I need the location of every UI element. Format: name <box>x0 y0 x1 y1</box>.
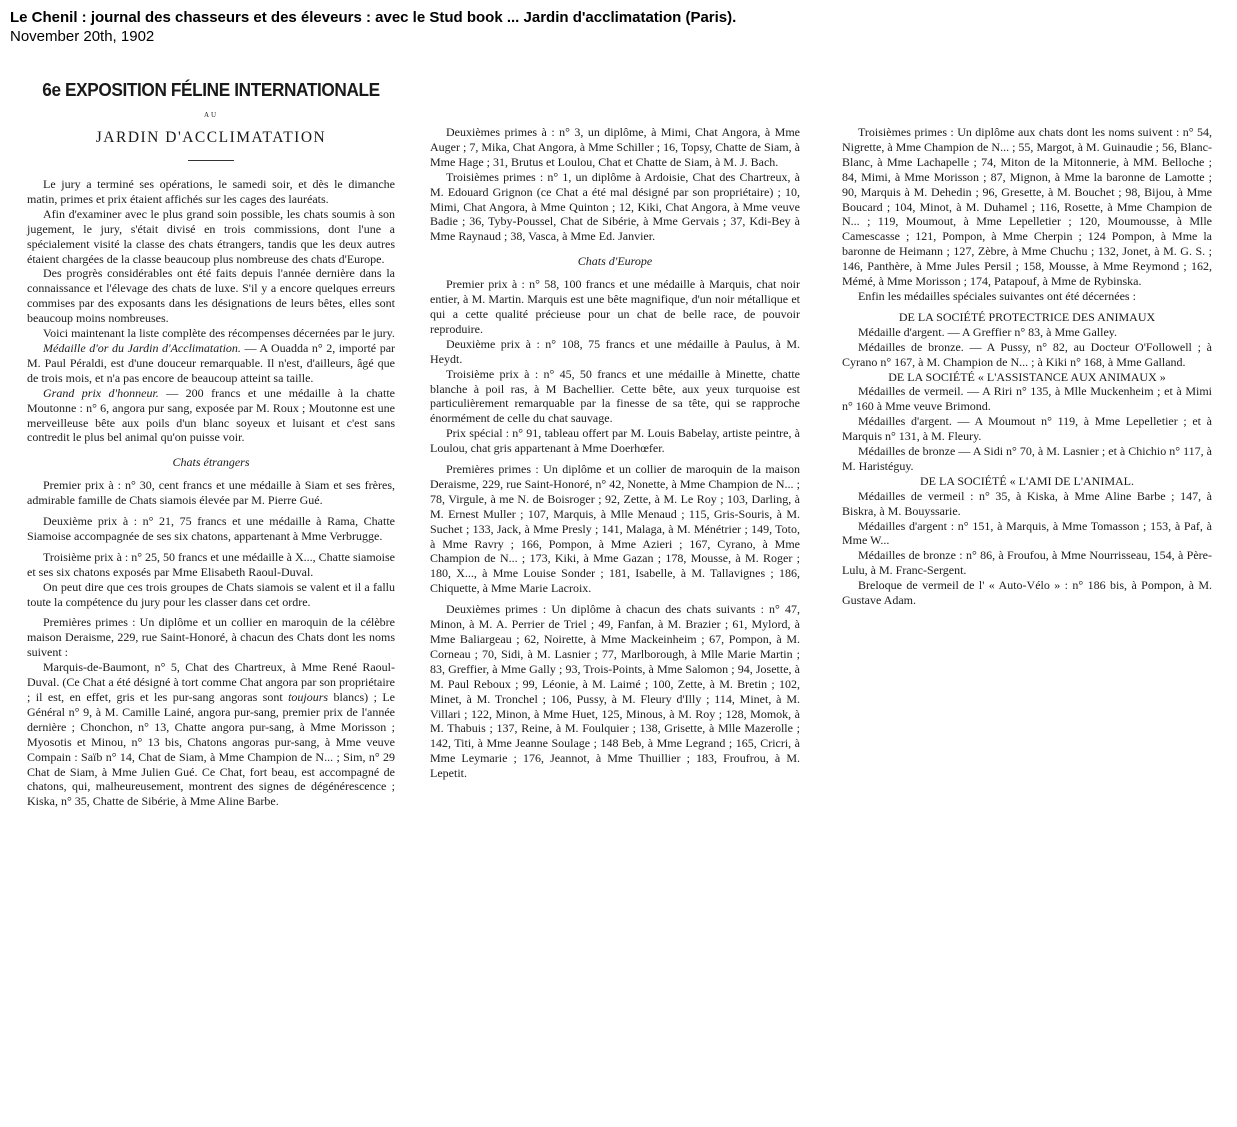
paragraph: Médailles d'argent. — A Moumout n° 119, à Mme Lepelletier ; et à Marquis n° 131, à M. Fleury. <box>842 414 1212 444</box>
article-headline: 6e EXPOSITION FÉLINE INTERNATIONALE <box>42 79 380 100</box>
article-column-1 <box>27 80 395 809</box>
society-heading: DE LA SOCIÉTÉ « L'ASSISTANCE AUX ANIMAUX » <box>888 369 1166 384</box>
article-column-2 <box>430 125 800 781</box>
society-heading: DE LA SOCIÉTÉ « L'AMI DE L'ANIMAL. <box>920 473 1134 488</box>
paragraph: Troisième prix à : n° 45, 50 francs et une médaille à Minette, chatte blanche à poil ras, à M Bachellier. Cette bête, aux yeux turquoise est particulièrement remarquable par la finesse de sa tête, qui se rapproche énormément de celle du chat sauvage. <box>430 366 800 426</box>
paragraph: Premier prix à : n° 30, cent francs et une médaille à Siam et ses frères, admirable famille de Chats siamois élevée par M. Pierre Gué. <box>27 478 395 508</box>
paragraph: Le jury a terminé ses opérations, le samedi soir, et dès le dimanche matin, primes et prix étaient affichés sur les cages des lauréats. <box>27 177 395 206</box>
paragraph: Médailles de vermeil. — A Riri n° 135, à Mlle Muckenheim ; et à Mimi n° 160 à Mme veuve Brimond. <box>842 384 1212 414</box>
award-text: — 200 francs et une médaille à la chatte Moutonne : n° 6, angora pur sang, exposée par M. Roux ; Moutonne est une merveilleuse bête aux poils d'un blanc soyeux et luisant et c'est sans contredit le plus bel animal qu'on puisse voir. <box>27 385 395 445</box>
paragraph: Afin d'examiner avec le plus grand soin possible, les chats soumis à son jugement, le jury, s'était divisé en trois commissions, dont l'une a spécialement visité la classe des chats étrangers, tandis que les deux autres étaient chargées de la classe beaucoup plus nombreuse des chats d'Europe. <box>27 206 395 266</box>
section-heading-chats-europe: Chats d'Europe <box>577 254 653 269</box>
paragraph: Deuxième prix à : n° 21, 75 francs et une médaille à Rama, Chatte Siamoise accompagnée de ses six chatons, appartenant à Mme Verbrugge. <box>27 514 395 543</box>
paragraph: Deuxième prix à : n° 108, 75 francs et une médaille à Paulus, à M. Heydt. <box>430 336 800 366</box>
text-run: Marquis-de-Baumont, n° 5, Chat des Chartreux, à Mme René Raoul-Duval. (Ce Chat a été désigné à tort comme Chat angora par son propriétaire ; il est, en effet, gris et les pur-sang angoras sont <box>27 660 395 704</box>
paragraph: Deuxièmes primes à : n° 3, un diplôme, à Mimi, Chat Angora, à Mme Auger ; 7, Mika, Chat Angora, à Mme Schiller ; 16, Topsy, Chatte de Siam, à Mme Hage ; 31, Brutus et Loulou, Chat et Chatte de Siam, à M. J. Bach. <box>430 125 800 169</box>
section-heading-chats-etrangers: Chats étrangers <box>172 455 250 470</box>
article-column-3 <box>842 125 1212 608</box>
paragraph: Médailles d'argent : n° 151, à Marquis, à Mme Tomasson ; 153, à Paf, à Mme W... <box>842 518 1212 548</box>
article-subheadline: JARDIN D'ACCLIMATATION <box>95 129 327 146</box>
paragraph <box>27 386 395 446</box>
paragraph: Voici maintenant la liste complète des récompenses décernées par le jury. <box>43 326 395 341</box>
paragraph: Médailles de bronze — A Sidi n° 70, à M. Lasnier ; et à Chichio n° 117, à M. Haristéguy. <box>842 444 1212 473</box>
paragraph: Deuxièmes primes : Un diplôme à chacun des chats suivants : n° 47, Minon, à M. A. Perrier de Triel ; 49, Fanfan, à M. Brazier ; 61, Mylord, à Mme Baliargeau ; 62, Noirette, à Mme Mackeinheim ; 67, Pompon, à M. Corneau ; 70, Sidi, à M. Lasnier ; 77, Marlborough, à Mlle Marie Martin ; 83, Greffier, à Mme Gally ; 93, Trois-Points, à Mme Salomon ; 94, Josette, à M. Paul Reboux ; 99, Léonie, à M. Laimé ; 100, Zette, à M. Bretin ; 102, Minet, à M. Tronchel ; 106, Pussy, à M. Fleury d'Illy ; 114, Minet, à M. Villari ; 122, Minon, à Mme Huet, 125, Minous, à M. Roy ; 128, Momok, à M. Thabuis ; 137, Reine, à M. Foulquier ; 138, Grisette, à Mlle Mazerolle ; 142, Titi, à Mme Jeanne Soulage ; 148 Beb, à Mme Legrand ; 165, Cricri, à Mme Leymarie ; 176, Jeannot, à Mme Thuillier ; 183, Froufrou, à M. Lepetit. <box>430 602 800 781</box>
paragraph: Prix spécial : n° 91, tableau offert par M. Louis Babelay, artiste peintre, à Loulou, chat gris appartenant à Mme Doerhœfer. <box>430 426 800 456</box>
source-title: Le Chenil : journal des chasseurs et des éleveurs : avec le Stud book ... Jardin d'acclimatation (Paris). <box>10 9 737 26</box>
award-label: Médaille d'or du Jardin d'Acclimatation. <box>43 340 241 355</box>
text-run: blancs) ; Le Général n° 9, à M. Camille Lainé, angora pur-sang, premier prix de l'année dernière ; Chonchon, n° 13, Chatte angora pur-sang, à Mme Morisson ; Myosotis et Minou, n° 13 bis, Chatons angoras pur-sang, à Mme veuve Compain : Saïb n° 14, Chat de Siam, à Mme Champion de N... ; Sim, n° 29 Chat de Siam, à Mme Julien Gué. Ce Chat, fort beau, est accompagné de chatons, qui, malheureusement, montrent des signes de dégénérescence ; Kiska, n° 35, Chatte de Sibérie, à Mme Aline Barbe. <box>27 690 395 809</box>
source-date: November 20th, 1902 <box>10 28 155 45</box>
paragraph <box>27 660 395 809</box>
paragraph: Troisième prix à : n° 25, 50 francs et une médaille à X..., Chatte siamoise et ses six chatons exposés par Mme Elisabeth Raoul-Duval. <box>27 549 395 579</box>
paragraph: Médailles de bronze. — A Pussy, n° 82, au Docteur O'Followell ; à Cyrano n° 167, à M. Champion de N... ; à Kiki n° 168, à Mme Galland. <box>842 339 1212 369</box>
paragraph: Médailles de vermeil : n° 35, à Kiska, à Mme Aline Barbe ; 147, à Biskra, à M. Bouyssarie. <box>842 488 1212 518</box>
paragraph: Des progrès considérables ont été faits depuis l'année dernière dans la connaissance et l'élevage des chats de luxe. S'il y a encore quelques erreurs commises par des exposants dans les désignations de leurs bêtes, elles sont beaucoup moins nombreuses. <box>27 266 395 326</box>
award-text: — A Ouadda n° 2, importé par M. Paul Péraldi, est d'une douceur remarquable. Il n'est, d'ailleurs, âgé que de trois mois, et n'a pas encore de beaucoup atteint sa taille. <box>27 340 396 385</box>
headline-rule <box>188 160 234 161</box>
paragraph: Premières primes : Un diplôme et un collier de maroquin de la maison Deraisme, 229, rue Saint-Honoré, n° 42, Nonette, à Mme Champion de N... ; 78, Virgule, à me N. de Boisroger ; 92, Zette, à M. Le Roy ; 103, Darling, à M. Ernest Muller ; 107, Marquis, à Mlle Menaud ; 115, Gris-Souris, à M. Suchet ; 133, Jack, à Mme Presly ; 141, Malaga, à M. Ménétrier ; 149, Toto, à Mme Ravry ; 166, Pompon, à Mme Azieri ; 167, Cyrano, à Mme Champion de N... ; 173, Kiki, à Mme Gazan ; 178, Mousse, à M. Roger ; 180, X..., à Mme Louise Sonder ; 181, Isabelle, à M. Tallavignes ; 186, Chiquette, à Mme Marie Lacroix. <box>430 462 800 596</box>
award-label: Grand prix d'honneur. <box>43 385 159 400</box>
paragraph: Premier prix à : n° 58, 100 francs et une médaille à Marquis, chat noir entier, à M. Martin. Marquis est une bête magnifique, d'un noir métallique et qui a cette qualité précieuse pour un chat de belle race, de pouvoir reproduire. <box>430 277 800 336</box>
source-caption <box>10 8 736 46</box>
society-heading: DE LA SOCIÉTÉ PROTECTRICE DES ANIMAUX <box>898 309 1156 324</box>
paragraph: Médaille d'argent. — A Greffier n° 83, à Mme Galley. <box>858 324 1118 339</box>
paragraph: Premières primes : Un diplôme et un collier en maroquin de la célèbre maison Deraisme, 229, rue Saint-Honoré, à chacun des Chats dont les noms suivent : <box>27 615 395 660</box>
paragraph: Enfin les médailles spéciales suivantes ont été décernées : <box>858 288 1136 303</box>
paragraph: Breloque de vermeil de l' « Auto-Vélo » : n° 186 bis, à Pompon, à M. Gustave Adam. <box>842 578 1212 608</box>
paragraph: Troisièmes primes : Un diplôme aux chats dont les noms suivent : n° 54, Nigrette, à Mme Champion de N... ; 55, Margot, à M. Guinaudie ; 56, Blanc-Blanc, à Mme Lachapelle ; 74, Miton de la Mitonnerie, à MM. Belloche ; 84, Mimi, à Mme Morisson ; 87, Mignon, à Mme la baronne de Lamotte ; 90, Marquis à M. Dehedin ; 96, Gresette, à M. Bouchet ; 98, Bijou, à Mme Boucard ; 104, Minot, à M. Duhamel ; 116, Rosette, à Mme Champion de N... ; 119, Moumout, à Mme Lepelletier ; 120, Moumousse, à Mlle Camescasse ; 121, Pompon, à Mme Cherpin ; 124 Pompon, à Mme la baronne de Heimann ; 127, Zèbre, à Mme Chuchu ; 132, Jonet, à M. G. S. ; 146, Panthère, à Mme Jules Persil ; 158, Mousse, à Mme Reymond ; 162, Mémé, à Mme Morisson ; 174, Patapouf, à Mme de Rybinska. <box>842 125 1212 289</box>
emphasis: toujours <box>288 690 329 704</box>
paragraph: Troisièmes primes : n° 1, un diplôme à Ardoisie, Chat des Chartreux, à M. Edouard Grignon (ce Chat a été mal désigné par son propriétaire) ; 10, Mimi, Chat Angora, à Mme Quinton ; 12, Kiki, Chat Angora, à Mme veuve Badie ; 36, Tyby-Poussel, Chat de Sibérie, à Mme Gervais ; 37, Kdi-Bey à Mme Raynaud ; 38, Vasca, à Mme Ed. Janvier. <box>430 169 800 244</box>
paragraph <box>27 341 395 386</box>
paragraph: On peut dire que ces trois groupes de Chats siamois se valent et il a fallu toute la compétence du jury pour les classer dans cet ordre. <box>27 579 395 609</box>
article-headline-au: AU <box>203 111 219 119</box>
paragraph: Médailles de bronze : n° 86, à Froufou, à Mme Nourrisseau, 154, à Père-Lulu, à M. Franc-Sergent. <box>842 548 1212 578</box>
